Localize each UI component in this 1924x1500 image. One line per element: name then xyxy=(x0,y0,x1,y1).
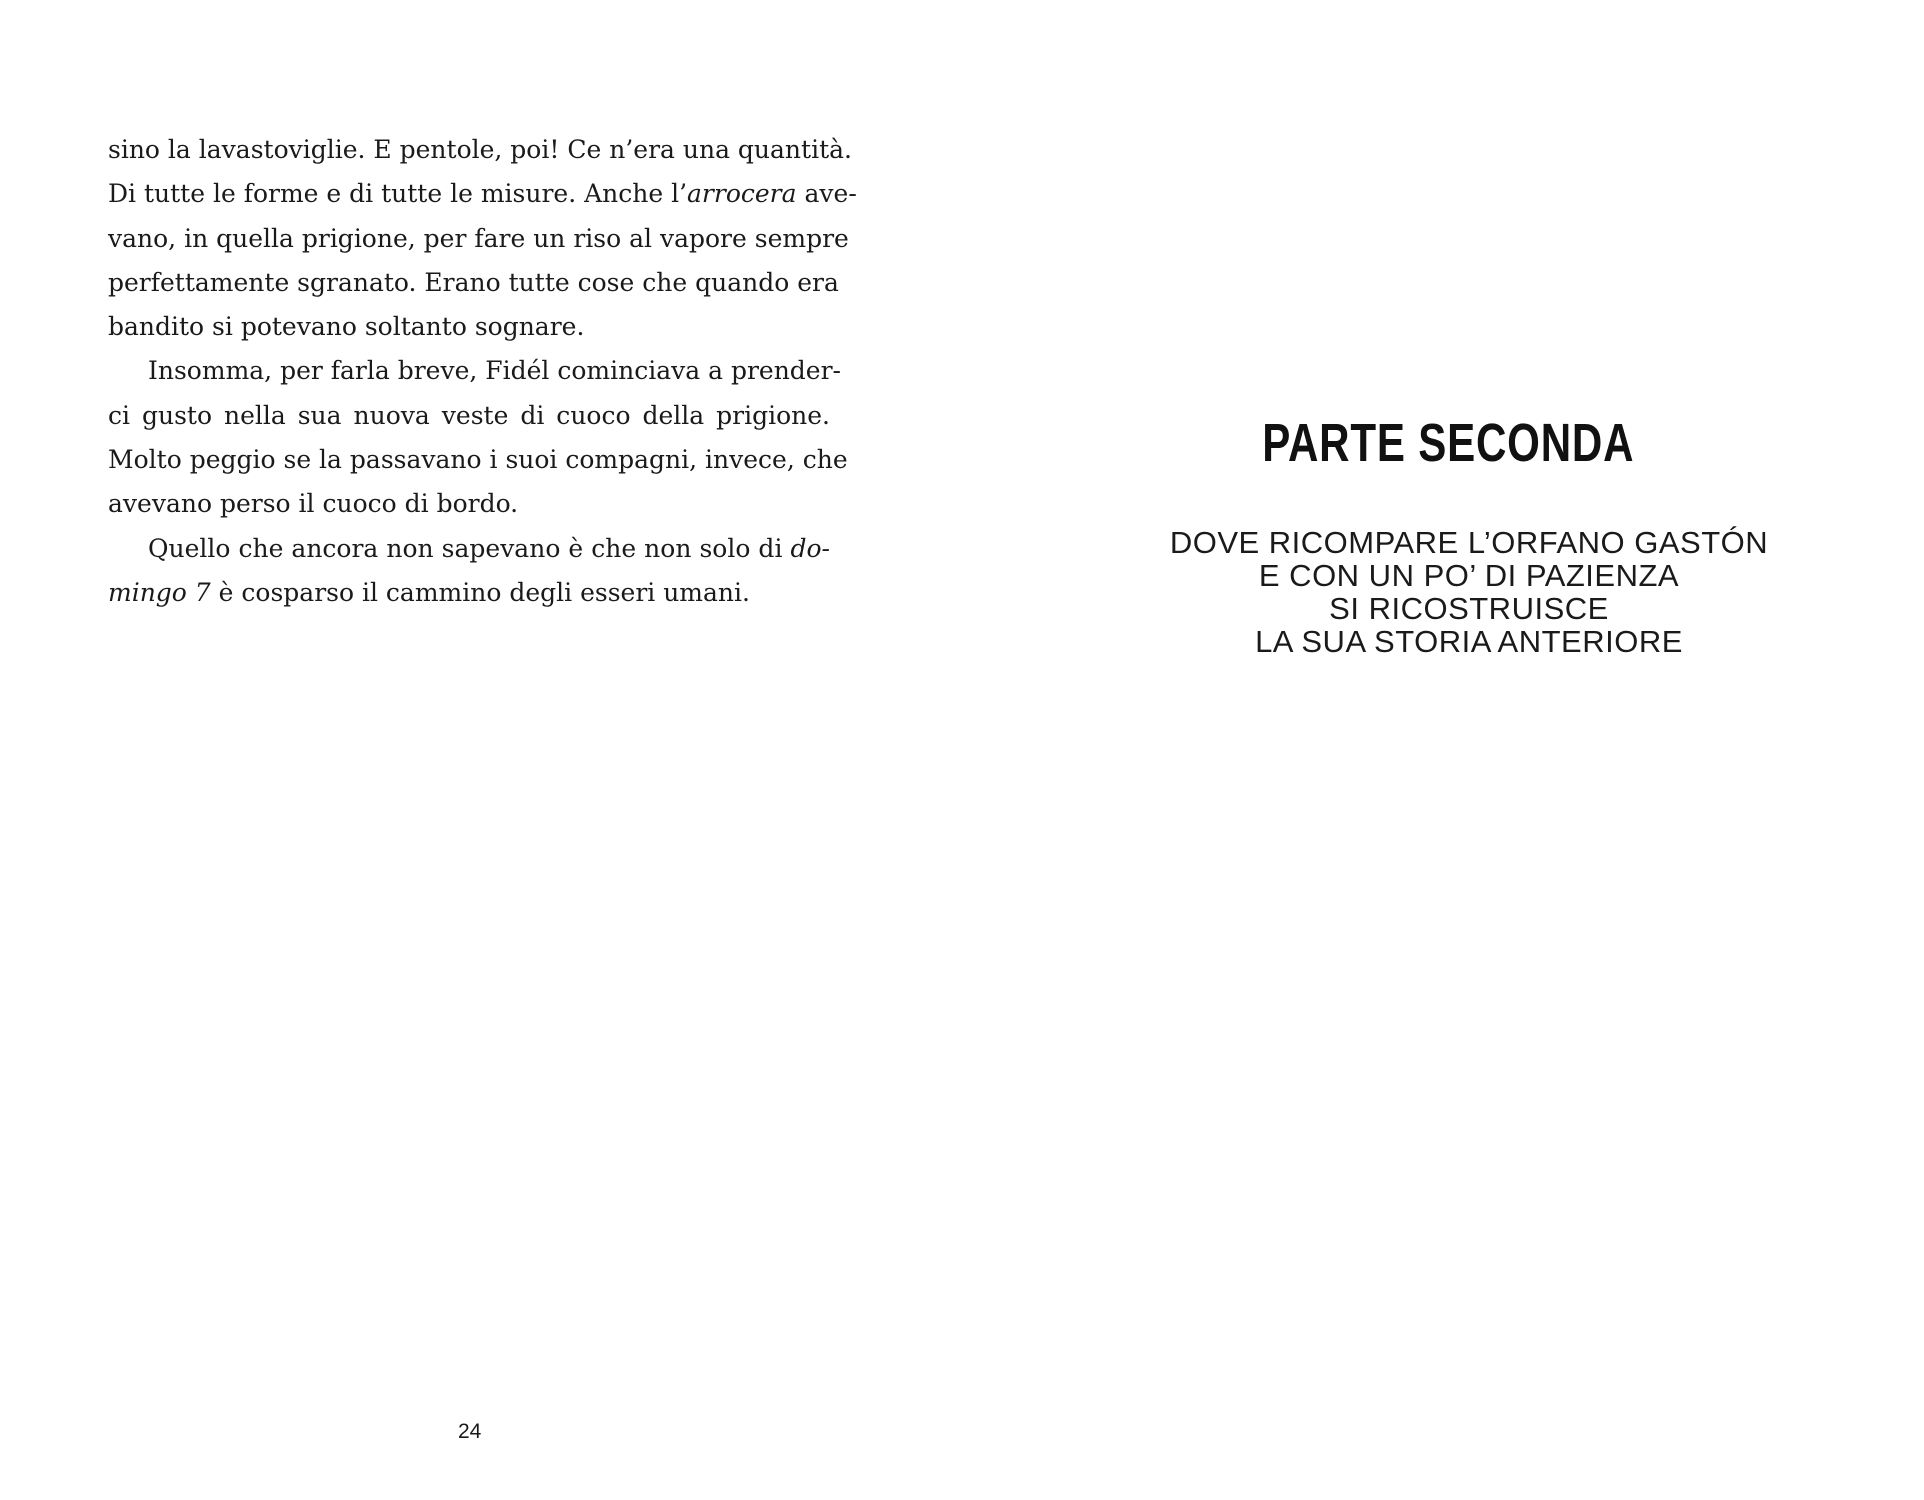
text-segment: Di tutte le forme e di tutte le misure. Anche l’ xyxy=(108,179,688,209)
text-segment: è cosparso il cammino degli esseri umani. xyxy=(210,577,750,607)
text-line xyxy=(108,527,830,571)
body-text xyxy=(108,128,857,615)
text-line: sino la lavastoviglie. E pentole, poi! Ce n’era una quantità. xyxy=(108,135,852,164)
italic-text: mingo 7 xyxy=(108,577,211,607)
subtitle-line: SI RICOSTRUISCE xyxy=(1329,591,1609,626)
part-subtitle xyxy=(962,526,1924,658)
text-line: Insomma, per farla breve, Fidél cominciava a prender- xyxy=(148,356,841,386)
subtitle-line: E CON UN PO’ DI PAZIENZA xyxy=(1258,558,1680,593)
italic-text: do- xyxy=(790,533,830,563)
subtitle-line: LA SUA STORIA ANTERIORE xyxy=(1255,624,1683,659)
subtitle-line: DOVE RICOMPARE L’ORFANO GASTÓN xyxy=(1169,525,1769,560)
text-line: bandito si potevano soltanto sognare. xyxy=(108,312,585,342)
text-line: avevano perso il cuoco di bordo. xyxy=(108,489,519,519)
text-line: perfettamente sgranato. Erano tutte cose che quando era xyxy=(108,267,839,297)
text-segment: Quello che ancora non sapevano è che non solo di xyxy=(148,533,791,563)
text-line xyxy=(108,172,857,216)
right-page xyxy=(962,0,1924,1500)
part-title: PARTE SECONDA xyxy=(1262,413,1635,473)
text-segment: ave- xyxy=(796,179,857,209)
text-line xyxy=(108,571,830,615)
page-number: 24 xyxy=(458,1420,482,1443)
text-line: Molto peggio se la passavano i suoi compagni, invece, che xyxy=(108,445,848,475)
text-line: vano, in quella prigione, per fare un riso al vapore sempre xyxy=(108,223,849,253)
text-line: ci gusto nella sua nuova veste di cuoco della prigione. xyxy=(108,400,830,430)
italic-text: arrocera xyxy=(687,179,797,209)
